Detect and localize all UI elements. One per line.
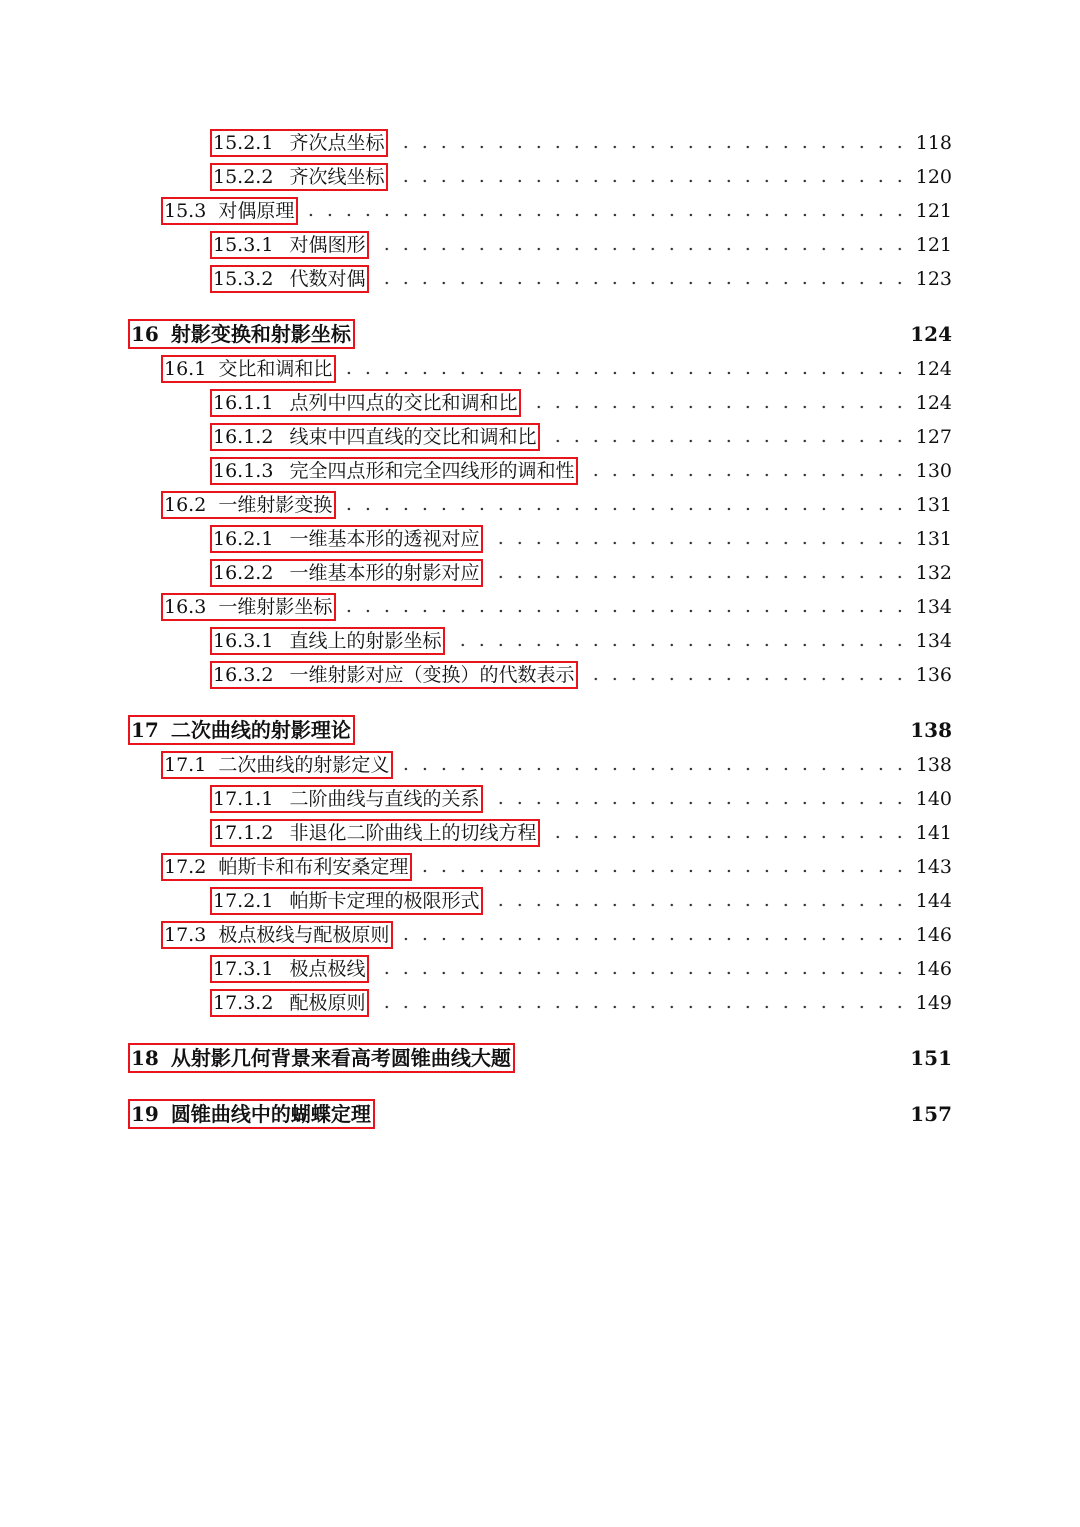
toc-entry-title: 射影变换和射影坐标 xyxy=(170,322,351,346)
toc-subsection-row xyxy=(128,624,952,658)
toc-subsection-row xyxy=(128,986,952,1020)
toc-dot-leader xyxy=(403,757,909,781)
toc-entry-link[interactable] xyxy=(210,265,369,293)
toc-entry-title: 非退化二阶曲线上的切线方程 xyxy=(289,822,537,844)
toc-page-number[interactable]: 157 xyxy=(910,1102,952,1126)
toc-entry-link[interactable] xyxy=(210,955,369,983)
toc-subsection-row xyxy=(128,816,952,850)
toc-entry-number: 16.1.2 xyxy=(213,426,274,448)
toc-page-number[interactable]: 130 xyxy=(915,460,952,482)
toc-subsection-row xyxy=(128,522,952,556)
toc-subsection-row xyxy=(128,782,952,816)
toc-page-number[interactable]: 118 xyxy=(915,132,952,154)
toc-page-number[interactable]: 124 xyxy=(915,358,952,380)
toc-entry-link[interactable] xyxy=(210,129,388,157)
toc-entry-number: 15.3.1 xyxy=(213,234,274,256)
toc-entry-title: 完全四点形和完全四线形的调和性 xyxy=(289,460,575,482)
toc-entry-number: 16.3.2 xyxy=(213,664,274,686)
toc-entry-title: 一维射影坐标 xyxy=(218,596,333,618)
toc-entry-title: 从射影几何背景来看高考圆锥曲线大题 xyxy=(170,1046,511,1070)
toc-entry-title: 交比和调和比 xyxy=(218,358,333,380)
toc-entry-title: 一维射影变换 xyxy=(218,494,333,516)
toc-page-number[interactable]: 146 xyxy=(915,958,952,980)
toc-entry-number: 17.1 xyxy=(164,754,207,776)
toc-entry-title: 帕斯卡和布利安桑定理 xyxy=(218,856,409,878)
toc-dot-leader xyxy=(550,825,909,849)
toc-page-number[interactable]: 151 xyxy=(910,1046,952,1070)
toc-dot-leader xyxy=(403,927,909,951)
toc-page-number[interactable]: 149 xyxy=(915,992,952,1014)
toc-entry-title: 二阶曲线与直线的关系 xyxy=(289,788,480,810)
toc-section-row xyxy=(128,352,952,386)
toc-entry-link[interactable] xyxy=(128,715,355,745)
toc-entry-link[interactable] xyxy=(128,1099,375,1129)
toc-entry-title: 点列中四点的交比和调和比 xyxy=(289,392,518,414)
toc-dot-leader xyxy=(346,599,909,623)
toc-dot-leader xyxy=(379,271,909,295)
toc-entry-title: 齐次线坐标 xyxy=(289,166,385,188)
toc-entry-title: 一维基本形的射影对应 xyxy=(289,562,480,584)
toc-entry-link[interactable] xyxy=(210,423,540,451)
toc-entry-title: 极点极线与配极原则 xyxy=(218,924,390,946)
toc-entry-title: 对偶图形 xyxy=(289,234,366,256)
toc-entry-number: 16.2.2 xyxy=(213,562,274,584)
toc-page-number[interactable]: 141 xyxy=(915,822,952,844)
toc-dot-leader xyxy=(493,565,909,589)
toc-subsection-row xyxy=(128,386,952,420)
toc-subsection-row xyxy=(128,262,952,296)
toc-dot-leader xyxy=(308,203,909,227)
toc-page-number[interactable]: 132 xyxy=(915,562,952,584)
toc-subsection-row xyxy=(128,884,952,918)
toc-subsection-row xyxy=(128,658,952,692)
toc-entry-number: 16.1.1 xyxy=(213,392,274,414)
toc-page-number[interactable]: 131 xyxy=(915,494,952,516)
toc-chapter-row xyxy=(128,1040,952,1076)
toc-subsection-row xyxy=(128,126,952,160)
toc-chapter-row xyxy=(128,712,952,748)
toc-entry-number: 15.2.2 xyxy=(213,166,274,188)
toc-page-number[interactable]: 121 xyxy=(915,200,952,222)
toc-section-row xyxy=(128,194,952,228)
toc-chapter-row xyxy=(128,1096,952,1132)
toc-dot-leader xyxy=(379,995,909,1019)
toc-subsection-row xyxy=(128,952,952,986)
toc-dot-leader xyxy=(493,791,909,815)
toc-page-number[interactable]: 127 xyxy=(915,426,952,448)
toc-entry-number: 16.2 xyxy=(164,494,207,516)
toc-entry-number: 17.3 xyxy=(164,924,207,946)
toc-page-number[interactable]: 144 xyxy=(915,890,952,912)
toc-entry-title: 代数对偶 xyxy=(289,268,366,290)
toc-entry-number: 16.3.1 xyxy=(213,630,274,652)
toc-dot-leader xyxy=(455,633,909,657)
toc-section-row xyxy=(128,488,952,522)
toc-entry-number: 17.2.1 xyxy=(213,890,274,912)
toc-page-number[interactable]: 124 xyxy=(910,322,952,346)
toc-page-number[interactable]: 138 xyxy=(915,754,952,776)
toc-entry-link[interactable] xyxy=(210,457,578,485)
toc-dot-leader xyxy=(493,893,909,917)
toc-dot-leader xyxy=(588,463,909,487)
toc-dot-leader xyxy=(531,395,909,419)
toc-page-number[interactable]: 131 xyxy=(915,528,952,550)
toc-entry-link[interactable] xyxy=(210,163,388,191)
toc-entry-link[interactable] xyxy=(210,559,483,587)
toc-entry-link[interactable] xyxy=(210,661,578,689)
toc-subsection-row xyxy=(128,420,952,454)
toc-page-number[interactable]: 146 xyxy=(915,924,952,946)
toc-entry-link[interactable] xyxy=(128,319,355,349)
toc-page-number[interactable]: 134 xyxy=(915,596,952,618)
toc-entry-link[interactable] xyxy=(210,785,483,813)
toc-section-row xyxy=(128,918,952,952)
toc-subsection-row xyxy=(128,556,952,590)
toc-entry-title: 二次曲线的射影定义 xyxy=(218,754,390,776)
toc-entry-title: 配极原则 xyxy=(289,992,366,1014)
toc-subsection-row xyxy=(128,160,952,194)
toc-entry-number: 16.1 xyxy=(164,358,207,380)
toc-dot-leader xyxy=(588,667,909,691)
toc-entry-number: 16.1.3 xyxy=(213,460,274,482)
toc-entry-link[interactable] xyxy=(161,751,393,779)
toc-entry-link[interactable] xyxy=(210,989,369,1017)
toc-entry-link[interactable] xyxy=(128,1043,515,1073)
toc-entry-number: 15.3 xyxy=(164,200,207,222)
table-of-contents xyxy=(128,126,952,1132)
toc-entry-link[interactable] xyxy=(161,197,298,225)
toc-dot-leader xyxy=(379,961,909,985)
toc-dot-leader xyxy=(550,429,909,453)
toc-entry-title: 二次曲线的射影理论 xyxy=(170,718,351,742)
toc-dot-leader xyxy=(398,169,909,193)
toc-entry-number: 17 xyxy=(131,718,159,742)
toc-dot-leader xyxy=(346,361,909,385)
toc-page-number[interactable]: 124 xyxy=(915,392,952,414)
toc-entry-title: 齐次点坐标 xyxy=(289,132,385,154)
toc-section-row xyxy=(128,850,952,884)
toc-entry-link[interactable] xyxy=(210,525,483,553)
toc-dot-leader xyxy=(422,859,909,883)
toc-entry-title: 一维基本形的透视对应 xyxy=(289,528,480,550)
toc-entry-title: 对偶原理 xyxy=(218,200,295,222)
toc-page-number[interactable]: 143 xyxy=(915,856,952,878)
toc-entry-number: 17.2 xyxy=(164,856,207,878)
toc-entry-title: 线束中四直线的交比和调和比 xyxy=(289,426,537,448)
toc-entry-number: 16 xyxy=(131,322,159,346)
toc-entry-number: 15.2.1 xyxy=(213,132,274,154)
toc-entry-number: 17.3.1 xyxy=(213,958,274,980)
toc-entry-title: 圆锥曲线中的蝴蝶定理 xyxy=(170,1102,371,1126)
toc-entry-title: 一维射影对应（变换）的代数表示 xyxy=(289,664,575,686)
toc-chapter-row xyxy=(128,316,952,352)
toc-page-number[interactable]: 138 xyxy=(910,718,952,742)
toc-entry-link[interactable] xyxy=(210,887,483,915)
toc-entry-number: 15.3.2 xyxy=(213,268,274,290)
toc-subsection-row xyxy=(128,454,952,488)
toc-entry-link[interactable] xyxy=(161,491,336,519)
toc-entry-number: 18 xyxy=(131,1046,159,1070)
toc-entry-title: 极点极线 xyxy=(289,958,366,980)
toc-entry-number: 17.1.2 xyxy=(213,822,274,844)
toc-page-number[interactable]: 140 xyxy=(915,788,952,810)
toc-page-number[interactable]: 136 xyxy=(915,664,952,686)
toc-section-row xyxy=(128,748,952,782)
toc-page-number[interactable]: 120 xyxy=(915,166,952,188)
toc-entry-title: 直线上的射影坐标 xyxy=(289,630,442,652)
toc-page-number[interactable]: 123 xyxy=(915,268,952,290)
toc-entry-link[interactable] xyxy=(161,593,336,621)
toc-entry-number: 16.3 xyxy=(164,596,207,618)
toc-entry-number: 17.1.1 xyxy=(213,788,274,810)
toc-dot-leader xyxy=(346,497,909,521)
toc-page-number[interactable]: 134 xyxy=(915,630,952,652)
toc-dot-leader xyxy=(493,531,909,555)
toc-entry-link[interactable] xyxy=(210,627,445,655)
toc-dot-leader xyxy=(379,237,909,261)
toc-entry-title: 帕斯卡定理的极限形式 xyxy=(289,890,480,912)
toc-dot-leader xyxy=(398,135,909,159)
toc-subsection-row xyxy=(128,228,952,262)
toc-entry-link[interactable] xyxy=(161,853,412,881)
toc-section-row xyxy=(128,590,952,624)
toc-entry-link[interactable] xyxy=(161,921,393,949)
toc-entry-number: 16.2.1 xyxy=(213,528,274,550)
toc-entry-link[interactable] xyxy=(210,389,521,417)
toc-entry-link[interactable] xyxy=(161,355,336,383)
toc-entry-link[interactable] xyxy=(210,819,540,847)
toc-entry-number: 17.3.2 xyxy=(213,992,274,1014)
toc-page-number[interactable]: 121 xyxy=(915,234,952,256)
toc-entry-number: 19 xyxy=(131,1102,159,1126)
toc-entry-link[interactable] xyxy=(210,231,369,259)
